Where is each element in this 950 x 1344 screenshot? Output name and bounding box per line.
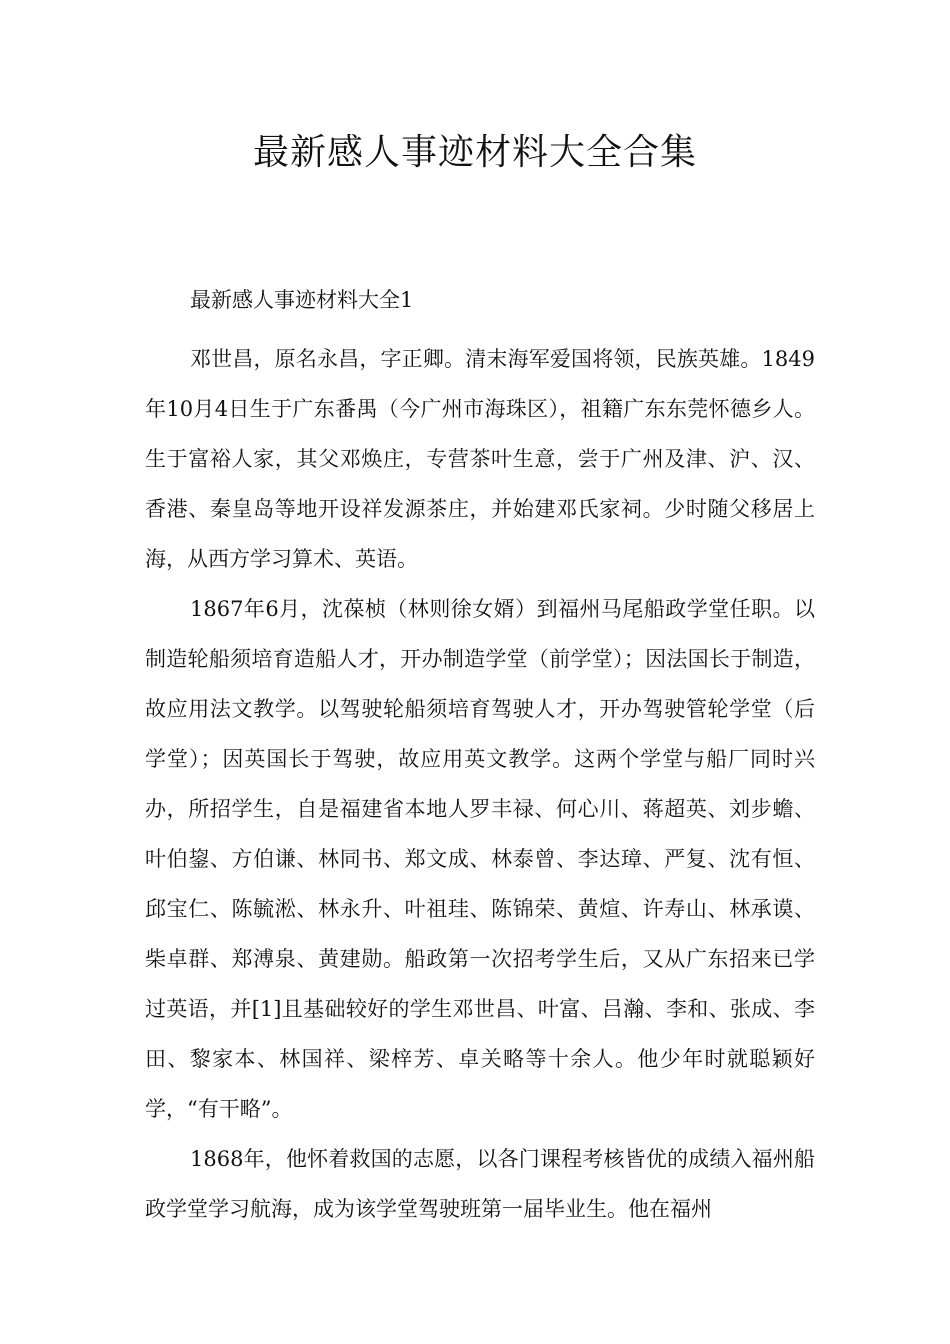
paragraph-1: 邓世昌，原名永昌，字正卿。清末海军爱国将领，民族英雄。1849年10月4日生于广东番禺（今广州市海珠区），祖籍广东东莞怀德乡人。生于富裕人家，其父邓焕庄，专营茶叶生意，尝于广州及津、沪、汉、香港、秦皇岛等地开设祥发源茶庄，并始建邓氏家祠。少时随父移居上海，从西方学习算术、英语。: [145, 347, 815, 571]
paragraph-2: 1867年6月，沈葆桢（林则徐女婿）到福州马尾船政学堂任职。以制造轮船须培育造船人才，开办制造学堂（前学堂）；因法国长于制造，故应用法文教学。以驾驶轮船须培育驾驶人才，开办驾驶管轮学堂（后学堂）；因英国长于驾驶，故应用英文教学。这两个学堂与船厂同时兴办，所招学生，自是福建省本地人罗丰禄、何心川、蒋超英、刘步蟾、叶伯鋆、方伯谦、林同书、郑文成、林泰曾、李达璋、严复、沈有恒、邱宝仁、陈毓淞、林永升、叶祖珪、陈锦荣、黄煊、许寿山、林承谟、柴卓群、郑溥泉、黄建勋。船政第一次招考学生后，又从广东招来已学过英语，并[1]且基础较好的学生邓世昌、叶富、吕瀚、李和、张成、李田、黎家本、林国祥、梁梓芳、卓关略等十余人。他少年时就聪颖好学，“有干略”。: [145, 597, 815, 1121]
document-title: 最新感人事迹材料大全合集: [252, 132, 697, 173]
paragraph-3: 1868年，他怀着救国的志愿，以各门课程考核皆优的成绩入福州船政学堂学习航海，成为该学堂驾驶班第一届毕业生。他在福州: [145, 1147, 815, 1221]
body-text: [145, 334, 815, 1234]
section-heading: 最新感人事迹材料大全1: [190, 288, 414, 312]
